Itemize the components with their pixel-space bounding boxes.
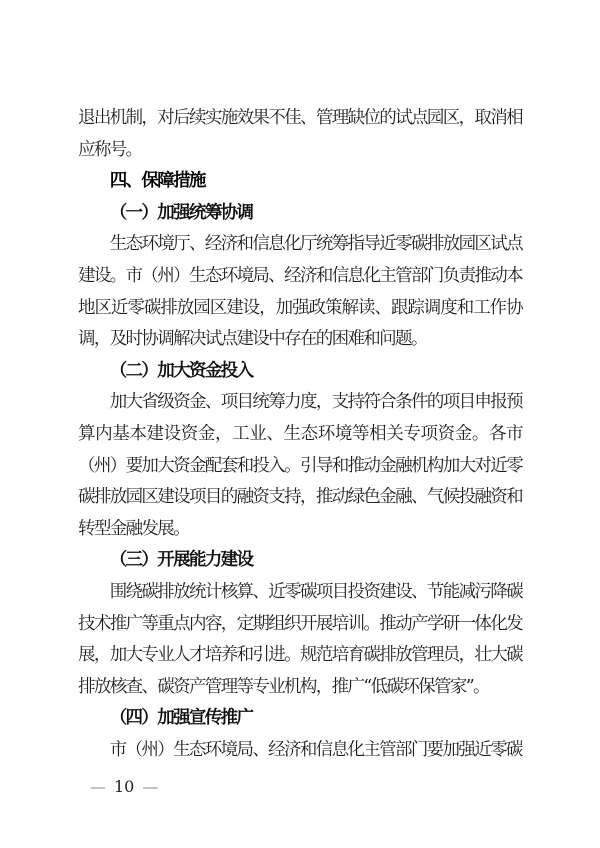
paragraph: 生态环境厅、经济和信息化厅统筹指导近零碳排放园区试点建设。市（州）生态环境局、经济和信息化主管部门负责推动本地区近零碳排放园区建设，加强政策解读、跟踪调度和工作协调，及时协调解决试点建设中存在的困难和问题。 (78, 234, 522, 350)
page-number-value: 10 (114, 777, 135, 796)
paragraph-continuation: 退出机制，对后续实施效果不佳、管理缺位的试点园区，取消相应称号。 (78, 108, 522, 160)
page-number-dash-right: — (142, 777, 159, 796)
subsection-heading-4: （四）加强宣传推广 (109, 708, 253, 729)
section-heading: 四、保障措施 (109, 171, 205, 192)
paragraph: 加大省级资金、项目统筹力度，支持符合条件的项目申报预算内基本建设资金，工业、生态环境等相关专项资金。各市（州）要加大资金配套和投入。引导和推动金融机构加大对近零碳排放园区建设项目的融资支持，推动绿色金融、气候投融资和转型金融发展。 (78, 392, 522, 539)
subsection-heading-1: （一）加强统筹协调 (109, 202, 253, 223)
document-body (78, 103, 522, 766)
paragraph: 市（州）生态环境局、经济和信息化主管部门要加强近零碳 (109, 739, 522, 760)
page-number (90, 777, 158, 797)
paragraph: 围绕碳排放统计核算、近零碳项目投资建设、节能减污降碳技术推广等重点内容，定期组织开展培训。推动产学研一体化发展，加大专业人才培养和引进。规范培育碳排放管理员，壮大碳排放核查、碳资产管理等专业机构，推广“低碳环保管家”。 (78, 581, 522, 697)
subsection-heading-2: （二）加大资金投入 (109, 360, 253, 381)
subsection-heading-3: （三）开展能力建设 (109, 550, 253, 571)
page-number-dash-left: — (90, 777, 106, 796)
